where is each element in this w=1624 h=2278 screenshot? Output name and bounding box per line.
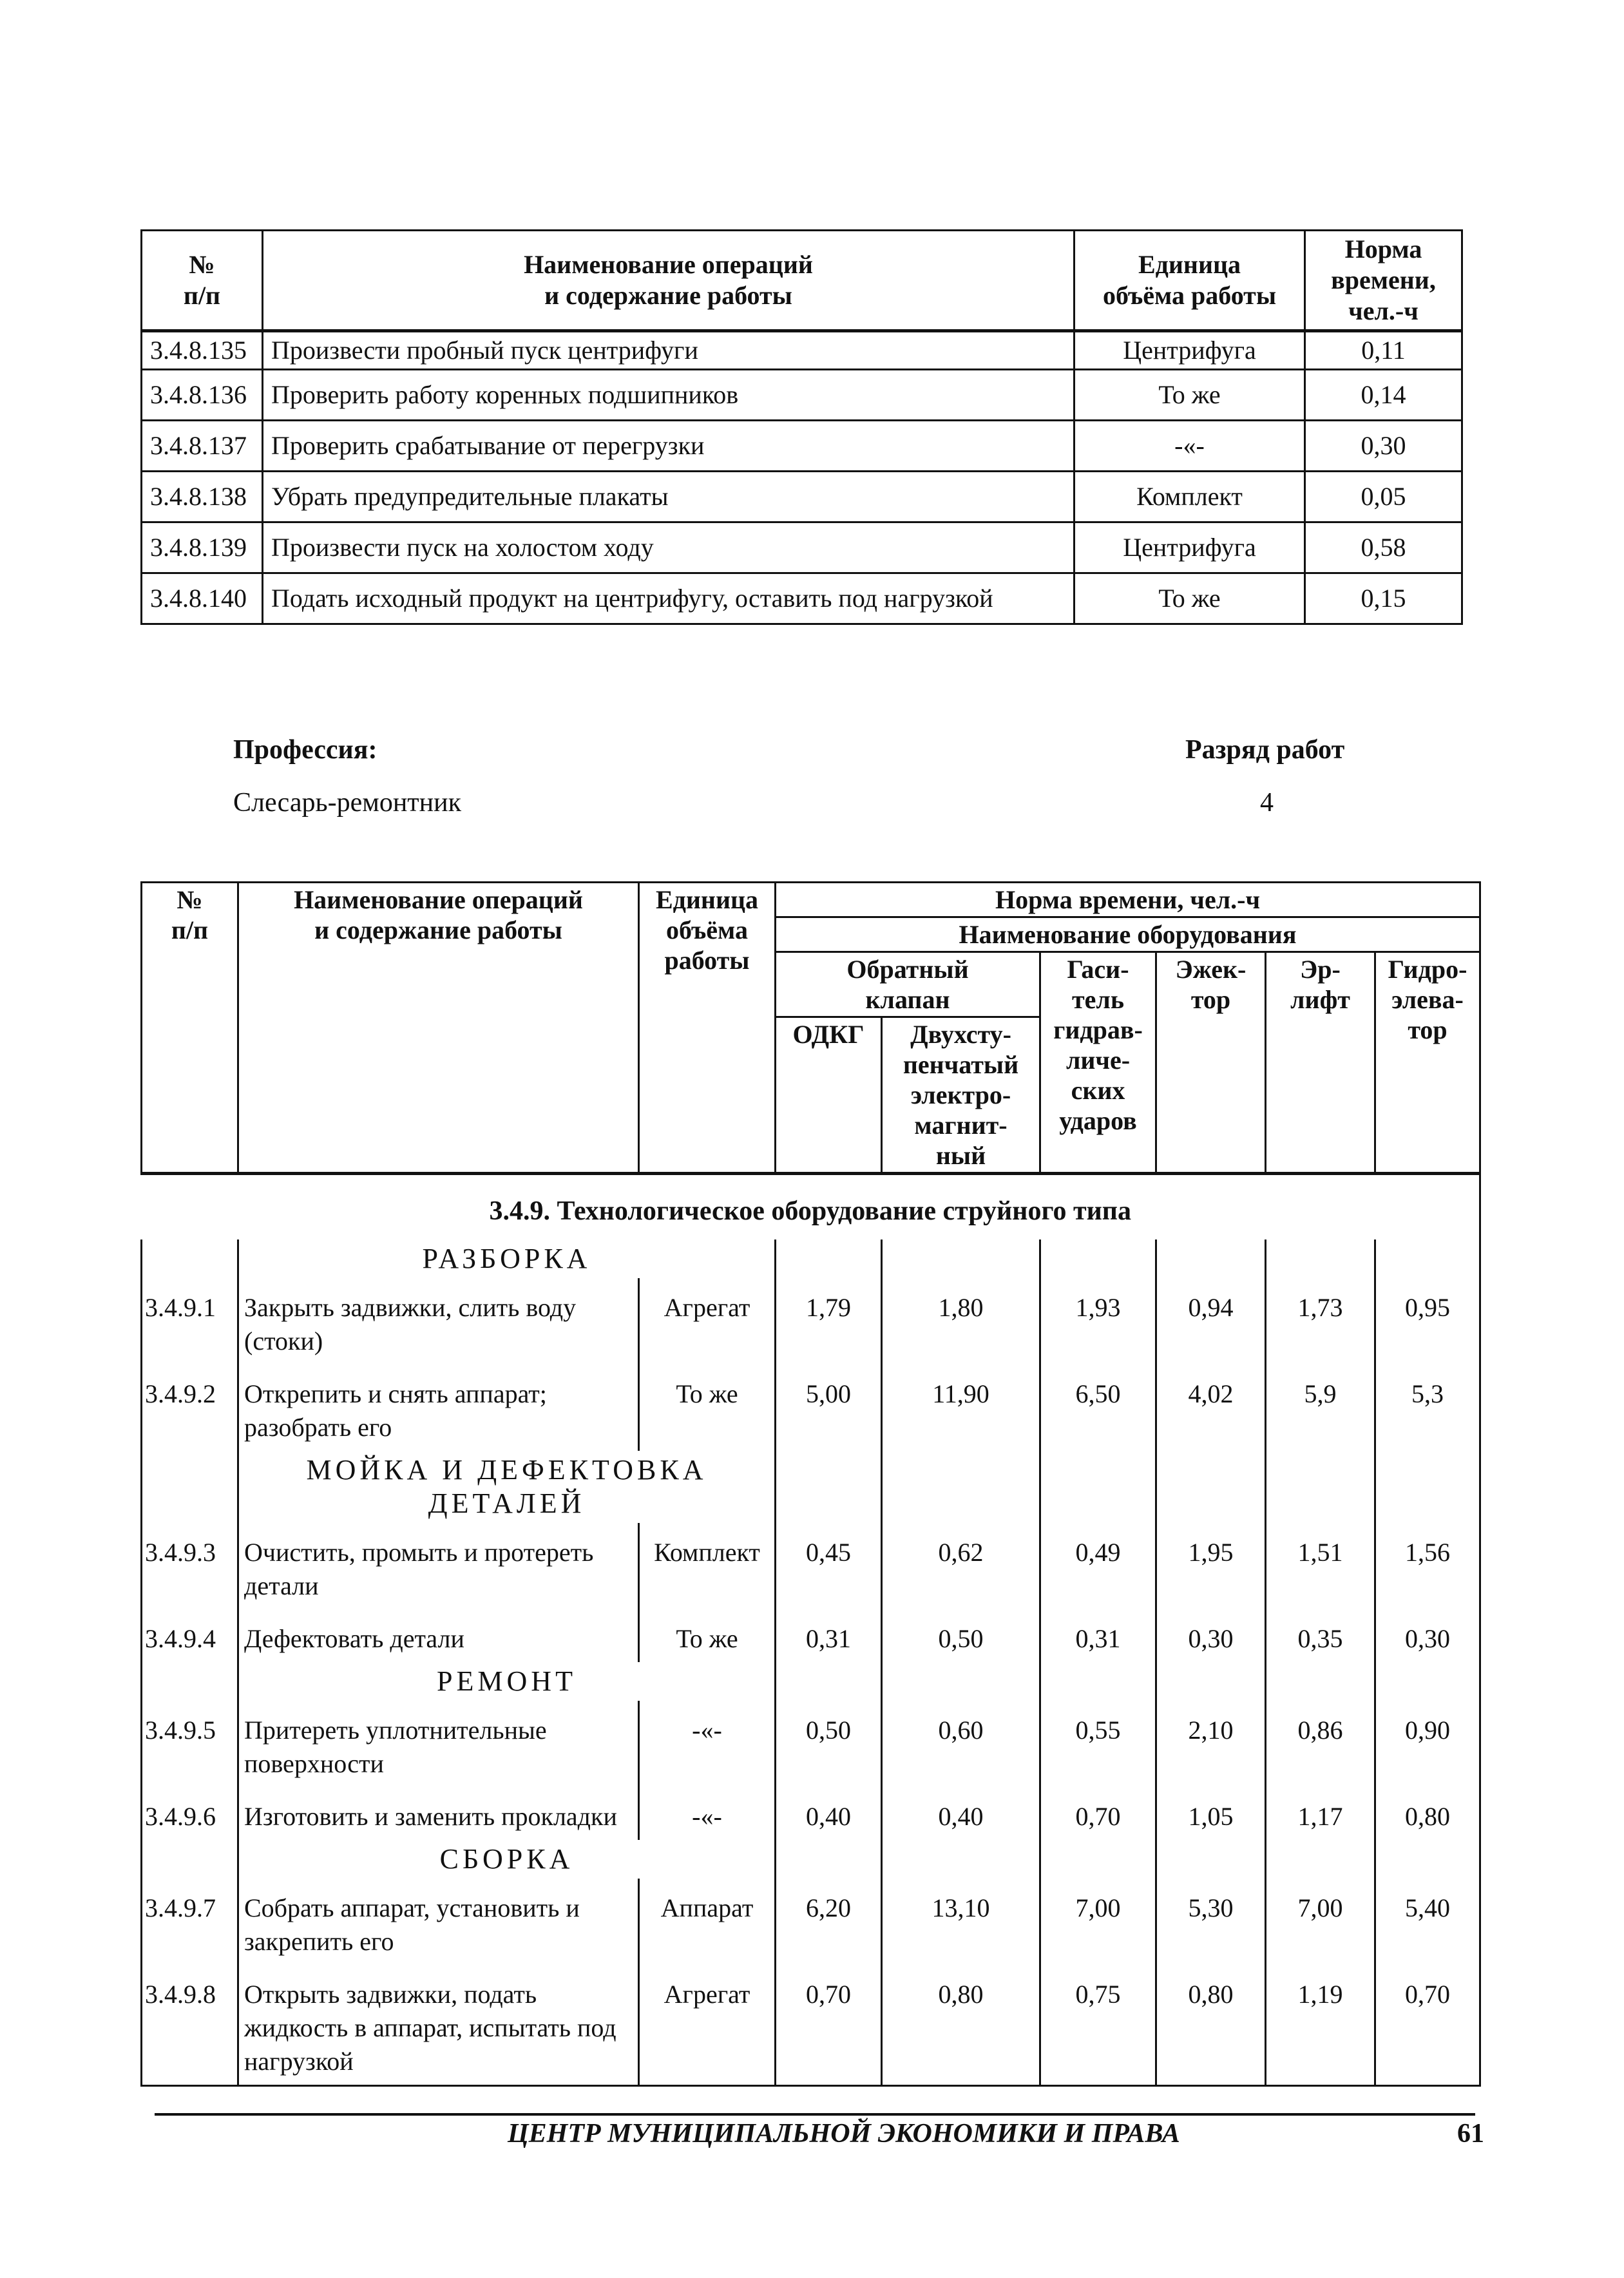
damper-value: 0,75 [1040,1965,1156,2086]
page-number: 61 [1457,2119,1484,2149]
row-number: 3.4.8.135 [142,331,263,370]
operation-name: Открепить и снять аппарат; разобрать его [238,1364,639,1451]
unit-cell: Комплект [1075,472,1305,522]
ejector-value: 0,80 [1156,1965,1266,2086]
header-num: № п/п [142,231,263,331]
odkg-value: 6,20 [776,1879,882,1965]
airlift-value: 1,73 [1266,1278,1375,1364]
airlift-value: 0,86 [1266,1701,1375,1787]
damper-value: 0,31 [1040,1609,1156,1662]
footer-rule [155,2113,1475,2116]
row-number: 3.4.9.7 [142,1879,238,1965]
row-number: 3.4.8.136 [142,370,263,421]
damper-value: 0,70 [1040,1787,1156,1840]
hydroelevator-value: 1,56 [1375,1523,1480,1609]
unit-cell: То же [1075,573,1305,624]
row-number: 3.4.9.2 [142,1364,238,1451]
operation-name: Убрать предупредительные плакаты [263,472,1075,522]
table-row [142,1278,1480,1364]
airlift-value: 7,00 [1266,1879,1375,1965]
two-stage-valve-value: 0,40 [882,1787,1040,1840]
hydroelevator-value: 0,30 [1375,1609,1480,1662]
header-time-norm: Норма времени, чел.-ч [776,883,1480,917]
unit-cell: То же [639,1364,776,1451]
odkg-value: 0,40 [776,1787,882,1840]
operation-name: Проверить работу коренных подшипников [263,370,1075,421]
airlift-value: 5,9 [1266,1364,1375,1451]
unit-cell: -«- [639,1701,776,1787]
unit-cell: Агрегат [639,1965,776,2086]
hydroelevator-value: 0,80 [1375,1787,1480,1840]
airlift-value: 1,51 [1266,1523,1375,1609]
two-stage-valve-value: 0,80 [882,1965,1040,2086]
table-row [142,370,1462,421]
group-heading: СБОРКА [238,1840,776,1879]
odkg-value: 0,50 [776,1701,882,1787]
table-row [142,1965,1480,2086]
row-number: 3.4.9.8 [142,1965,238,2086]
damper-value: 0,49 [1040,1523,1156,1609]
table-row [142,421,1462,472]
hydroelevator-value: 5,3 [1375,1364,1480,1451]
two-stage-valve-value: 13,10 [882,1879,1040,1965]
time-norm-cell: 0,11 [1305,331,1462,370]
group-heading-row [142,1840,1480,1879]
header-hydroelevator: Гидро- элева- тор [1375,952,1480,1174]
unit-cell: Центрифуга [1075,522,1305,573]
header-operation-name: Наименование операций и содержание работы [238,883,639,1174]
airlift-value: 0,35 [1266,1609,1375,1662]
two-stage-valve-value: 11,90 [882,1364,1040,1451]
hydroelevator-value: 0,70 [1375,1965,1480,2086]
table-row [142,331,1462,370]
unit-cell: То же [639,1609,776,1662]
ejector-value: 1,95 [1156,1523,1266,1609]
table-row [142,1523,1480,1609]
ejector-value: 1,05 [1156,1787,1266,1840]
operation-name: Открыть задвижки, подать жидкость в аппарат, испытать под нагрузкой [238,1965,639,2086]
operations-table-jet-equipment [140,881,1481,2087]
operation-name: Произвести пробный пуск центрифуги [263,331,1075,370]
table-row [142,1609,1480,1662]
header-operation-name: Наименование операций и содержание работы [263,231,1075,331]
group-heading-row [142,1451,1480,1523]
odkg-value: 0,31 [776,1609,882,1662]
ejector-value: 2,10 [1156,1701,1266,1787]
header-equipment-name: Наименование оборудования [776,917,1480,952]
grade-label: Разряд работ [1185,735,1345,765]
time-norm-cell: 0,58 [1305,522,1462,573]
group-heading-row [142,1240,1480,1278]
hydroelevator-value: 0,95 [1375,1278,1480,1364]
row-number: 3.4.8.140 [142,573,263,624]
ejector-value: 0,94 [1156,1278,1266,1364]
time-norm-cell: 0,30 [1305,421,1462,472]
group-heading: МОЙКА И ДЕФЕКТОВКА ДЕТАЛЕЙ [238,1451,776,1523]
unit-cell: Аппарат [639,1879,776,1965]
time-norm-cell: 0,05 [1305,472,1462,522]
operation-name: Дефектовать детали [238,1609,639,1662]
operation-name: Закрыть задвижки, слить воду (стоки) [238,1278,639,1364]
odkg-value: 0,45 [776,1523,882,1609]
operation-name: Притереть уплотнительные поверхности [238,1701,639,1787]
footer-organization: ЦЕНТР МУНИЦИПАЛЬНОЙ ЭКОНОМИКИ И ПРАВА [508,2119,1180,2149]
unit-cell: -«- [639,1787,776,1840]
odkg-value: 0,70 [776,1965,882,2086]
odkg-value: 5,00 [776,1364,882,1451]
table-row [142,1879,1480,1965]
damper-value: 7,00 [1040,1879,1156,1965]
unit-cell: То же [1075,370,1305,421]
operation-name: Произвести пуск на холостом ходу [263,522,1075,573]
header-unit: Единица объёма работы [639,883,776,1174]
operation-name: Очистить, промыть и протереть детали [238,1523,639,1609]
profession-label: Профессия: [233,735,377,765]
table-row [142,1701,1480,1787]
operation-name: Изготовить и заменить прокладки [238,1787,639,1840]
two-stage-valve-value: 0,62 [882,1523,1040,1609]
operation-name: Собрать аппарат, установить и закрепить его [238,1879,639,1965]
row-number: 3.4.9.3 [142,1523,238,1609]
unit-cell: -«- [1075,421,1305,472]
unit-cell: Комплект [639,1523,776,1609]
operation-name: Проверить срабатывание от перегрузки [263,421,1075,472]
damper-value: 6,50 [1040,1364,1156,1451]
header-odkg: ОДКГ [776,1017,882,1174]
ejector-value: 0,30 [1156,1609,1266,1662]
group-heading: РАЗБОРКА [238,1240,776,1278]
grade-value: 4 [1260,788,1274,818]
header-check-valve: Обратный клапан [776,952,1040,1017]
table-row [142,573,1462,624]
ejector-value: 5,30 [1156,1879,1266,1965]
header-two-stage-valve: Двухсту- пенчатый электро- магнит- ный [882,1017,1040,1174]
header-water-hammer-damper: Гаси- тель гидрав- личе- ских ударов [1040,952,1156,1174]
hydroelevator-value: 5,40 [1375,1879,1480,1965]
header-num: № п/п [142,883,238,1174]
time-norm-cell: 0,14 [1305,370,1462,421]
group-heading: РЕМОНТ [238,1662,776,1701]
header-airlift: Эр- лифт [1266,952,1375,1174]
odkg-value: 1,79 [776,1278,882,1364]
row-number: 3.4.9.1 [142,1278,238,1364]
time-norm-cell: 0,15 [1305,573,1462,624]
damper-value: 0,55 [1040,1701,1156,1787]
airlift-value: 1,19 [1266,1965,1375,2086]
airlift-value: 1,17 [1266,1787,1375,1840]
operations-table-centrifuge [140,229,1463,625]
row-number: 3.4.9.4 [142,1609,238,1662]
operation-name: Подать исходный продукт на центрифугу, оставить под нагрузкой [263,573,1075,624]
table-row [142,522,1462,573]
header-ejector: Эжек- тор [1156,952,1266,1174]
unit-cell: Центрифуга [1075,331,1305,370]
two-stage-valve-value: 0,50 [882,1609,1040,1662]
row-number: 3.4.8.137 [142,421,263,472]
profession-value: Слесарь-ремонтник [233,788,462,818]
header-unit: Единица объёма работы [1075,231,1305,331]
row-number: 3.4.8.138 [142,472,263,522]
hydroelevator-value: 0,90 [1375,1701,1480,1787]
section-title: 3.4.9. Технологическое оборудование струйного типа [142,1174,1480,1240]
row-number: 3.4.8.139 [142,522,263,573]
row-number: 3.4.9.5 [142,1701,238,1787]
two-stage-valve-value: 0,60 [882,1701,1040,1787]
row-number: 3.4.9.6 [142,1787,238,1840]
header-time-norm: Норма времени, чел.-ч [1305,231,1462,331]
group-heading-row [142,1662,1480,1701]
table-row [142,1364,1480,1451]
table-row [142,472,1462,522]
unit-cell: Агрегат [639,1278,776,1364]
table-row [142,1787,1480,1840]
damper-value: 1,93 [1040,1278,1156,1364]
two-stage-valve-value: 1,80 [882,1278,1040,1364]
ejector-value: 4,02 [1156,1364,1266,1451]
